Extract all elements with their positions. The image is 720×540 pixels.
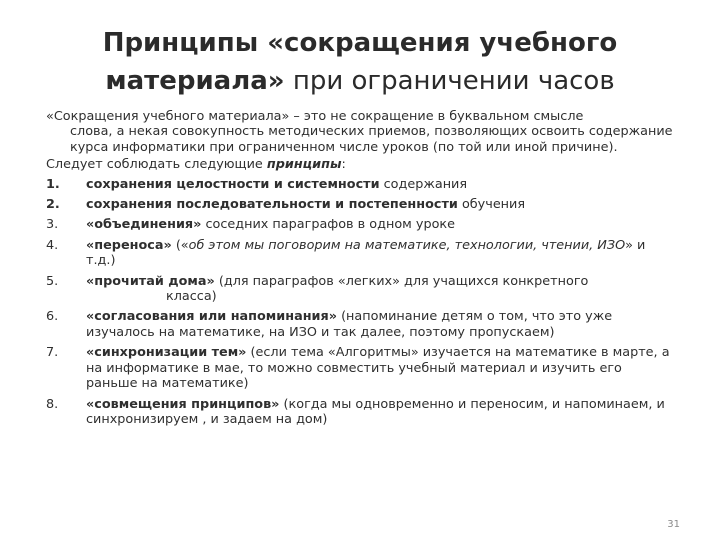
list-item: [46, 177, 676, 192]
item-number: 1.: [46, 176, 60, 192]
item-number: 6.: [46, 309, 59, 325]
item-rest: (для параграфов «легких» для учащихся конкретного: [214, 273, 589, 289]
item-bold: «объединения»: [86, 217, 202, 233]
item-bold: «совмещения принципов»: [86, 396, 280, 412]
title-line-1: Принципы «сокращения учебного: [102, 28, 618, 58]
list-item: [46, 238, 676, 269]
item-rest: содержания: [379, 176, 468, 192]
lead-emphasis: принципы: [266, 157, 342, 173]
item-bold: сохранения целостности и системности: [86, 176, 380, 192]
item-rest: (когда мы одновременно и переносим, и напоминаем, и синхронизируем , и задаем на дом): [86, 396, 665, 427]
item-bold: «согласования или напоминания»: [86, 309, 337, 325]
item-rest: (напоминание детям о том, что это уже изучалось на математике, на ИЗО и так далее, поэтому пропускаем): [86, 309, 613, 340]
lead-text: [46, 157, 676, 172]
item-rest: соседних параграфов в одном уроке: [201, 217, 455, 233]
list-item: [46, 217, 676, 232]
list-item: [46, 397, 676, 428]
item-number: 7.: [46, 345, 59, 361]
item-rest: (если тема «Алгоритмы» изучается на математике в марте, а на информатике в мае, то можно совместить учебный материал и изучить его раньше на математике): [86, 345, 670, 392]
intro-line-1: «Сокращения учебного материала» – это не сокращение в буквальном смысле: [46, 109, 584, 124]
item-number: 2.: [46, 197, 60, 213]
item-rest: обучения: [457, 197, 526, 213]
intro-line-2: слова, а некая совокупность методических приемов, позволяющих освоить содержание курса информатики при ограниченном числе уроков (по той или иной причине).: [70, 124, 673, 155]
slide-title: [70, 24, 650, 100]
lead-main: Следует соблюдать следующие: [46, 157, 267, 173]
item-bold: «прочитай дома»: [86, 273, 215, 289]
intro-paragraph: [46, 109, 676, 155]
item-rest-2: класса): [166, 289, 217, 305]
principles-list: [46, 177, 676, 428]
title-line-2-rest: при ограничении часов: [284, 66, 615, 96]
lead-colon: :: [341, 157, 346, 173]
page-number: 31: [667, 519, 680, 530]
item-number: 8.: [46, 396, 59, 412]
list-item: [46, 309, 676, 340]
item-bold: «переноса»: [86, 237, 172, 253]
item-rest-pre: («: [171, 237, 189, 253]
item-number: 4.: [46, 237, 59, 253]
slide-body: [46, 109, 676, 432]
title-line-2-bold: материала»: [105, 66, 285, 96]
item-italic: об этом мы поговорим на математике, технологии, чтении, ИЗО: [188, 237, 626, 253]
item-bold: сохранения последовательности и постепенности: [86, 197, 458, 213]
item-number: 5.: [46, 273, 59, 289]
item-bold: «синхронизации тем»: [86, 345, 247, 361]
item-rest-post: » и т.д.): [86, 237, 646, 269]
list-item: [46, 345, 676, 391]
item-number: 3.: [46, 217, 59, 233]
list-item: [46, 274, 676, 305]
list-item: [46, 197, 676, 212]
